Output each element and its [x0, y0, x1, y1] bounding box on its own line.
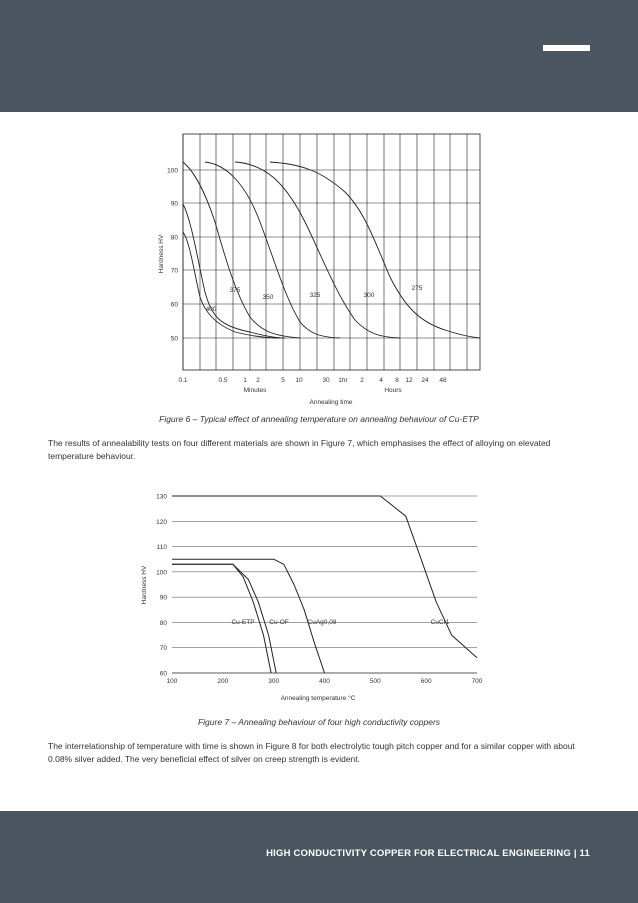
- fig6-x-axis-label: Annealing time: [309, 399, 353, 406]
- fig6-y-axis-label: Hardness HV: [158, 234, 165, 274]
- fig6-curve-300: [235, 162, 400, 338]
- fig7-y-tick: 110: [156, 544, 167, 552]
- fig6-series-label-275: 275: [411, 285, 423, 292]
- fig7-curve-CuAg0,08: [172, 559, 325, 673]
- fig7-y-tick: 80: [159, 619, 167, 627]
- fig6-series-label-400: 400: [205, 306, 217, 313]
- fig6-series-label-325: 325: [309, 292, 321, 299]
- fig7-curve-Cu-ETP: [172, 564, 271, 673]
- figure-6-chart: [0, 112, 638, 532]
- fig6-x-tick: 5: [281, 377, 285, 384]
- fig7-y-tick: 70: [159, 645, 167, 653]
- fig6-x-tick: 48: [439, 377, 447, 384]
- fig7-series-label-Cu-OF: Cu-OF: [269, 619, 289, 626]
- fig6-x-group-hours: Hours: [384, 387, 402, 394]
- fig7-y-tick: 100: [156, 569, 167, 577]
- fig6-x-tick: 1hr: [338, 377, 348, 384]
- fig7-curve-CuCr1: [172, 496, 477, 658]
- footer-title: HIGH CONDUCTIVITY COPPER FOR ELECTRICAL ENGINEERING | 11: [266, 848, 590, 859]
- fig6-y-tick: 100: [167, 167, 178, 175]
- fig6-y-tick: 60: [170, 301, 178, 309]
- paragraph-2: The interrelationship of temperature with time is shown in Figure 8 for both electrolytic tough pitch copper and for a similar copper with about 0.08% silver added. The very beneficial effect of silver on creep strength is evident.: [48, 741, 575, 764]
- page-footer-band: [0, 811, 638, 903]
- fig6-y-tick: 70: [170, 267, 178, 275]
- fig6-x-tick: 0.1: [178, 377, 188, 384]
- header-accent-bar: [543, 45, 590, 51]
- fig6-x-tick: 12: [405, 377, 413, 384]
- fig6-x-tick: 24: [421, 377, 429, 384]
- fig7-series-label-CuAg0,08: CuAg0,08: [307, 619, 337, 626]
- fig7-x-tick: 200: [217, 678, 229, 685]
- fig6-curve-325: [205, 162, 340, 338]
- fig7-series-label-CuCr1: CuCr1: [430, 619, 450, 626]
- fig7-y-tick: 130: [156, 493, 167, 501]
- fig6-curve-350: [183, 162, 300, 338]
- fig6-plot-frame: [183, 134, 480, 370]
- fig6-x-tick: 8: [395, 377, 399, 384]
- fig7-curve-Cu-OF: [172, 564, 276, 673]
- fig7-y-tick: 90: [159, 594, 167, 602]
- fig6-series-label-300: 300: [363, 292, 375, 299]
- fig7-y-axis-label: Hardness HV: [141, 565, 148, 605]
- fig7-x-tick: 700: [471, 678, 483, 685]
- fig6-y-tick: 90: [170, 200, 178, 208]
- fig6-y-tick: 80: [170, 234, 178, 242]
- figure-7-caption: Figure 7 – Annealing behaviour of four high conductivity coppers: [197, 717, 441, 727]
- fig6-x-tick: 1: [243, 377, 247, 384]
- paragraph-1: The results of annealability tests on four different materials are shown in Figure 7, which emphasises the effect of alloying on elevated temperature behaviour.: [48, 438, 551, 461]
- fig6-x-tick: 10: [295, 377, 303, 384]
- fig6-x-tick: 30: [322, 377, 330, 384]
- figure-7-chart: [0, 480, 638, 710]
- fig7-x-tick: 400: [319, 678, 330, 685]
- fig6-curve-275: [270, 162, 480, 338]
- fig7-x-axis-label: Annealing temperature °C: [280, 695, 356, 702]
- fig7-y-tick: 120: [156, 518, 167, 526]
- fig6-curve-400: [183, 204, 285, 338]
- fig6-curve-375: [183, 232, 280, 338]
- fig6-x-group-minutes: Minutes: [243, 387, 267, 394]
- fig6-x-tick: 4: [379, 377, 383, 384]
- fig6-x-tick: 2: [360, 377, 364, 384]
- fig6-series-label-375: 375: [229, 287, 241, 294]
- fig7-x-tick: 600: [420, 678, 432, 685]
- fig7-x-tick: 500: [369, 678, 381, 685]
- fig7-y-tick: 60: [159, 670, 167, 678]
- fig7-x-tick: 100: [166, 678, 178, 685]
- fig7-x-tick: 300: [268, 678, 280, 685]
- fig6-y-tick: 50: [170, 335, 178, 343]
- fig6-x-tick: 0.5: [218, 377, 228, 384]
- fig6-x-tick: 2: [256, 377, 260, 384]
- page-header-band: [0, 0, 638, 112]
- fig6-series-label-350: 350: [262, 294, 274, 301]
- figure-6-caption: Figure 6 – Typical effect of annealing temperature on annealing behaviour of Cu-ETP: [159, 414, 479, 424]
- fig7-series-label-Cu-ETP: Cu-ETP: [231, 619, 255, 626]
